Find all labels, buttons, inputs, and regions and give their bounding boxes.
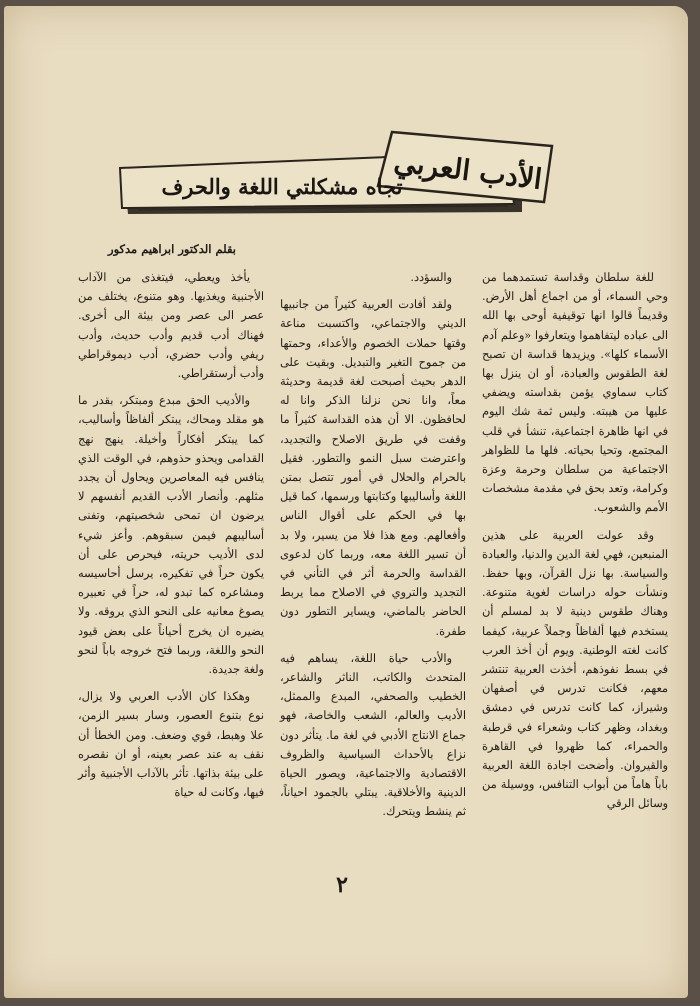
paragraph: وقد عولت العربية على هذين المنبعين، فهي لغة الدين والدنيا، والعبادة والسياسة. بها نزل القرآن، وبها حفظ. ونشأت حوله دراسات لغوية متنوعة. وهناك طقوس دينية لا بد لمسلم أن يستخدم فيها ألفاظاً وجملاً عربية، كيفما كانت لغته الوطنية. ويوم أن أخذ العرب في بسط نفوذهم، أخذت العربية تنتشر معهم، فكانت تدرس في أصفهان وشيراز، كما كانت تدرس في دمشق وبغداد، وظهر كتاب وشعراء في قرطبة والحمراء، كما ظهروا في القاهرة والقيروان. وأضحت اجادة اللغة العربية باباً هاماً من أبواب التنافس، ووسيلة من وسائل الرقي (482, 528, 668, 811)
text-column-right (482, 268, 668, 822)
paragraph: والأدب حياة اللغة، يساهم فيه المتحدث والكاتب، الناثر والشاعر، الخطيب والصحفي، المبدع والممثل، الأديب والعالم، الشعب والخاصة، فهو جماع الانتاج الأدبي في لغة ما. يتأثر دون نزاع بالأحداث السياسية والظروف الاقتصادية والاجتماعية، ويصور الحياة الدينية والأخلاقية. يبتلي بالجمود احياناً، ثم ينشط ويتحرك. (280, 651, 466, 819)
text-column-middle (280, 268, 466, 830)
paragraph: والأديب الحق مبدع ومبتكر، بقدر ما هو مقلد ومحاك، يبتكر ألفاظاً وأساليب، كما يبتكر أفكاراً وأخيلة. ينهج نهج القدامى ويحذو حذوهم، في الوقت الذي ينافس فيه المعاصرين ويحاول أن يجدد مثلهم. وأنصار الأدب القديم أنفسهم لا يرضون ان تمحى شخصيتهم، وتفنى أساليبهم فيمن سبقوهم. وأعز شيء لدى الأديب حريته، فيحرص على أن يكون حراً في تفكيره، يرسل أحاسيسه ومشاعره كما تبدو له، حراً في تعبيره يصوغ معانيه على النحو الذي يروقه. ولا يضيره ان يخرج أحياناً على بعض قيود النحو واللغة، وربما فتح خروجه باباً لنحو ولغة جديدة. (78, 394, 264, 677)
paragraph: للغة سلطان وقداسة تستمدهما من وحي السماء، أو من اجماع أهل الأرض. وقديماً قالوا انها توقيفية أوحى بها الله الى عباده ليتفاهموا ويتعارفوا «وعلم آدم الأسماء كلها». ويزيدها قداسة ان تصبح لغة الطقوس والعبادة، أو ان ينزل بها كتاب سماوي يؤمن بقداسته ويضفي عليها من هيبته. وليس ثمة شك اليوم في انها ظاهرة اجتماعية، تنشأ في قلب المجتمع، وتحيا بحياته. فلها ما للظواهر الاجتماعية من سلطان وحرمة وعزة وكرامة، وتعد بحق في مقدمة مشخصات الأمم والشعوب. (482, 271, 668, 515)
text-column-left (78, 268, 264, 810)
paragraph: والسؤدد. (410, 271, 452, 284)
title-banner (116, 124, 554, 220)
title-bottom: تجاه مشكلتي اللغة والحرف (161, 174, 403, 199)
paragraph: يأخذ ويعطي، فيتغذى من الآداب الأجنبية ويغذيها. وهو متنوع، يختلف من عصر الى عصر ومن بيئة الى أخرى. فهناك أدب قديم وأدب حديث، وأدب ريفي وأدب حضري، أدب ديموقراطي وأدب أرستقراطي. (78, 271, 264, 381)
title-top: الأدب العربي (392, 145, 544, 196)
page-number: ٢ (336, 872, 348, 898)
paragraph: ولقد أفادت العربية كثيراً من جانبيها الديني والاجتماعي، واكتسبت مناعة وقتها حملات الخصوم والأعداء، وحمتها من جموح التغير والتبديل. وبقيت على الدهر بحيث أصبحت لغة قديمة وحديثة معاً، وانا نحن نزلنا الذكر وانا له لحافظون. الا أن هذه القداسة كثيراً ما وقفت في طريق الاصلاح والتجديد، واعترضت سبل النمو والتطور. فقيل بالحرام والحلال في أمور تتصل بمتن اللغة وأساليبها وكتابتها ورسمها، كما قيل بها في الحكم على أقوال الناس وأفعالهم. ومع هذا فلا من يسير، ولا بد أن تسير اللغة معه، وربما كان لدعوى القداسة والحرمة أثر في التأني في التجديد والتروي في الاصلاح مما يربط الحاضر بالماضي، ويساير التطور دون طفرة. (280, 298, 466, 638)
paragraph: وهكذا كان الأدب العربي ولا يزال، نوع بتنوع العصور، وسار بسير الزمن، علا وهبط، قوي وضعف. ومن الخطأ أن نقف به عند عصر بعينه، أو ان نقصره على بيئة بذاتها. تأثر بالآداب الأجنبية وأثر فيها، وكانت له حياة (78, 690, 264, 800)
byline: بقلم الدكتور ابراهيم مدكور (108, 242, 236, 256)
magazine-page (4, 6, 688, 998)
